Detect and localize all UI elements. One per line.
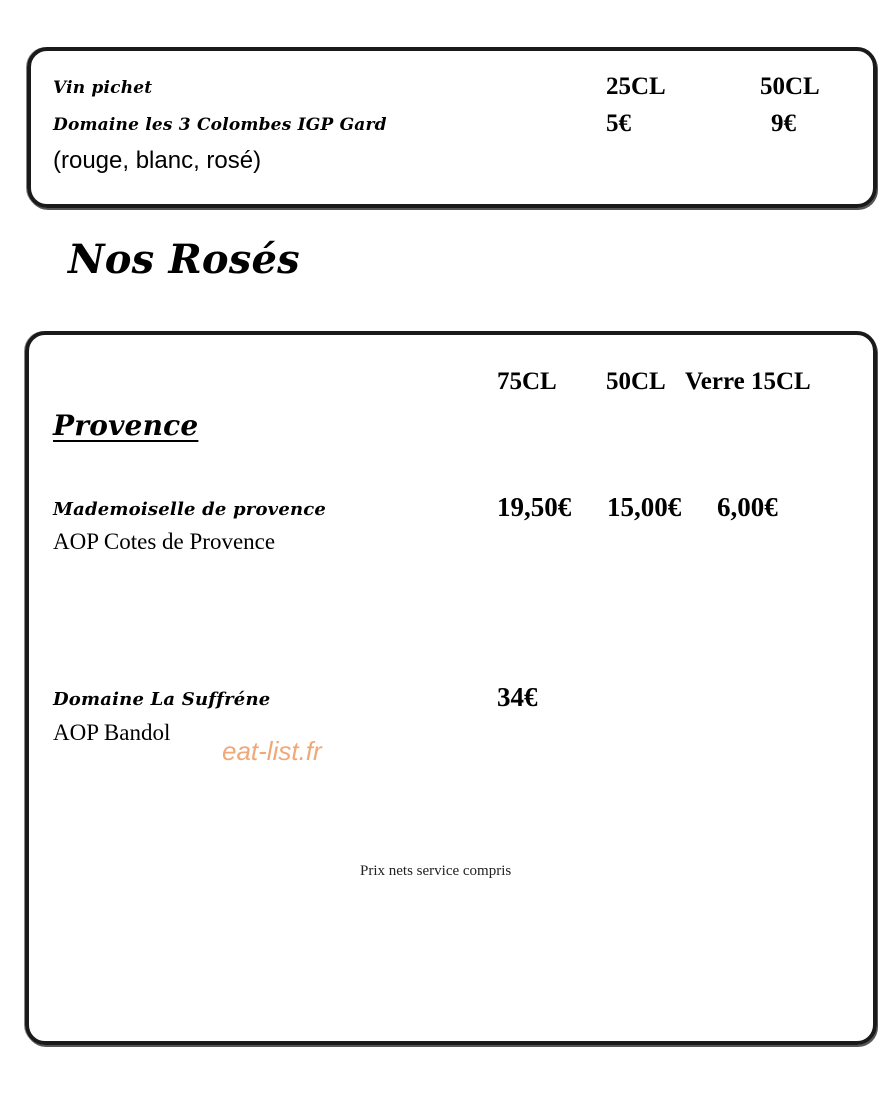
wine-1-price-verre: 6,00€	[717, 492, 778, 522]
pichet-price-25cl: 5€	[606, 110, 631, 137]
wine-1-name: Mademoiselle de provence	[53, 499, 327, 520]
watermark: eat-list.fr	[222, 736, 322, 766]
wine-1-appellation: AOP Cotes de Provence	[53, 529, 276, 554]
header-50cl: 50CL	[606, 368, 666, 395]
region-title: Provence	[53, 409, 199, 442]
wine-2-price-75cl: 34€	[497, 682, 538, 712]
pichet-header-50cl: 50CL	[760, 73, 820, 100]
pichet-price-50cl: 9€	[771, 110, 796, 137]
wine-1-price-50cl: 15,00€	[607, 492, 682, 522]
wine-1-price-75cl: 19,50€	[497, 492, 572, 522]
pichet-colors: (rouge, blanc, rosé)	[53, 147, 262, 174]
section-title: Nos Rosés	[68, 236, 300, 283]
wine-2-appellation: AOP Bandol	[53, 720, 171, 745]
header-verre-15cl: Verre 15CL	[685, 368, 811, 395]
pichet-header-25cl: 25CL	[606, 73, 666, 100]
wine-2-name: Domaine La Suffréne	[53, 689, 271, 710]
header-75cl: 75CL	[497, 368, 557, 395]
pichet-name: Vin pichet	[53, 78, 153, 98]
pichet-domain: Domaine les 3 Colombes IGP Gard	[53, 115, 387, 135]
footer-note: Prix nets service compris	[360, 863, 512, 879]
footer-note-clip	[360, 863, 535, 886]
